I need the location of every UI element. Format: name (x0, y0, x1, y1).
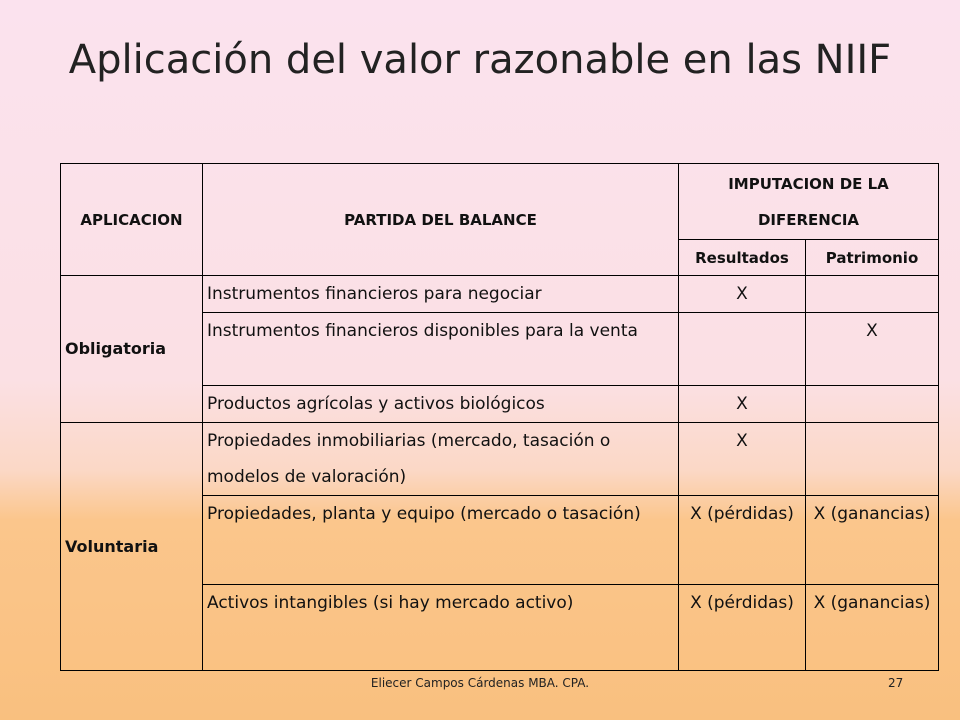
header-resultados: Resultados (679, 240, 806, 276)
category-voluntaria: Voluntaria (61, 423, 203, 671)
niif-table (60, 163, 939, 671)
footer-author: Eliecer Campos Cárdenas MBA. CPA. (370, 676, 590, 690)
row-resultados: X (pérdidas) (679, 496, 806, 585)
row-patrimonio (806, 423, 939, 496)
row-partida: Propiedades, planta y equipo (mercado o tasación) (203, 496, 679, 585)
row-patrimonio: X (ganancias) (806, 496, 939, 585)
row-partida: Productos agrícolas y activos biológicos (203, 386, 679, 423)
category-obligatoria: Obligatoria (61, 276, 203, 423)
row-patrimonio (806, 276, 939, 313)
page-number: 27 (888, 676, 904, 690)
row-partida: Instrumentos financieros disponibles para la venta (203, 313, 679, 386)
row-patrimonio (806, 386, 939, 423)
table-row (61, 423, 939, 496)
row-partida: Instrumentos financieros para negociar (203, 276, 679, 313)
row-partida: Activos intangibles (si hay mercado activo) (203, 585, 679, 671)
slide-title: Aplicación del valor razonable en las NIIF (68, 37, 892, 83)
table-row (61, 276, 939, 313)
row-partida: Propiedades inmobiliarias (mercado, tasación o modelos de valoración) (203, 423, 679, 496)
header-partida: PARTIDA DEL BALANCE (203, 164, 679, 276)
row-resultados: X (679, 423, 806, 496)
header-imputacion: IMPUTACION DE LA DIFERENCIA (679, 164, 939, 240)
header-row (61, 164, 939, 240)
row-resultados: X (679, 276, 806, 313)
row-resultados: X (679, 386, 806, 423)
header-patrimonio: Patrimonio (806, 240, 939, 276)
header-aplicacion: APLICACION (61, 164, 203, 276)
row-patrimonio: X (806, 313, 939, 386)
row-patrimonio: X (ganancias) (806, 585, 939, 671)
row-resultados: X (pérdidas) (679, 585, 806, 671)
row-resultados (679, 313, 806, 386)
